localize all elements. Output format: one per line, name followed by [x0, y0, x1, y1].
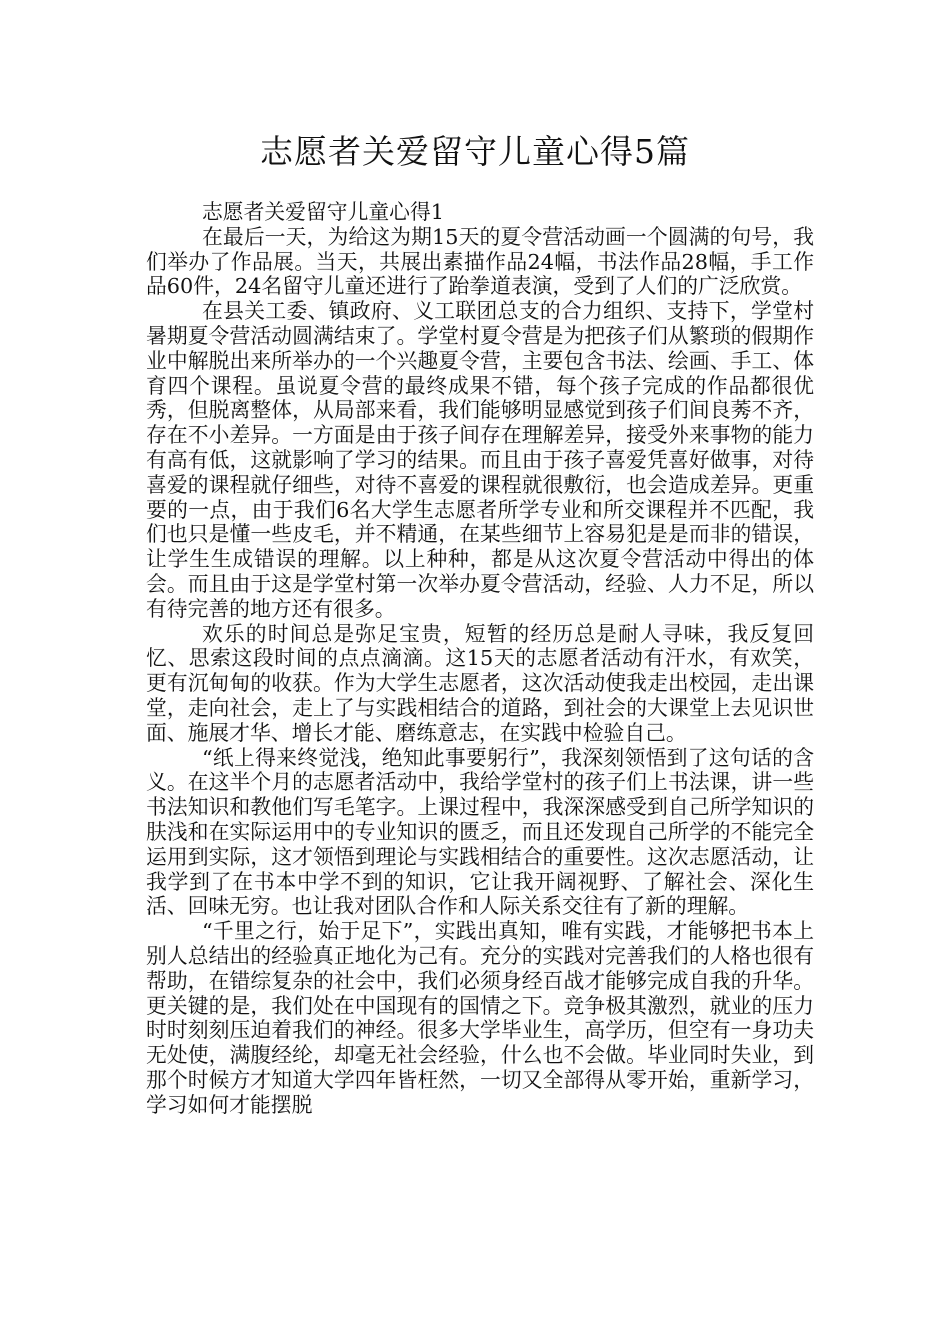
- paragraph: “纸上得来终觉浅，绝知此事要躬行”，我深刻领悟到了这句话的含义。在这半个月的志愿者活动中，我给学堂村的孩子们上书法课，讲一些书法知识和教他们写毛笔字。上课过程中，我深深感受到自己所学知识的肤浅和在实际运用中的专业知识的匮乏，而且还发现自己所学的不能完全运用到实际，这才领悟到理论与实践相结合的重要性。这次志愿活动，让我学到了在书本中学不到的知识，它让我开阔视野、了解社会、深化生活、回味无穷。也让我对团队合作和人际关系交往有了新的理解。: [146, 745, 814, 919]
- paragraph: “千里之行，始于足下”，实践出真知，唯有实践，才能够把书本上别人总结出的经验真正地化为己有。充分的实践对完善我们的人格也很有帮助，在错综复杂的社会中，我们必须身经百战才能够完成自我的升华。更关键的是，我们处在中国现有的国情之下。竞争极其激烈，就业的压力时时刻刻压迫着我们的神经。很多大学毕业生，高学历，但空有一身功夫无处使，满腹经纶，却毫无社会经验，什么也不会做。毕业同时失业，到那个时候方才知道大学四年皆枉然，一切又全部得从零开始，重新学习，学习如何才能摆脱: [146, 919, 814, 1117]
- paragraph: 在县关工委、镇政府、义工联团总支的合力组织、支持下，学堂村暑期夏令营活动圆满结束了。学堂村夏令营是为把孩子们从繁琐的假期作业中解脱出来所举办的一个兴趣夏令营，主要包含书法、绘画、手工、体育四个课程。虽说夏令营的最终成果不错，每个孩子完成的作品都很优秀，但脱离整体，从局部来看，我们能够明显感觉到孩子们间良莠不齐，存在不小差异。一方面是由于孩子间存在理解差异，接受外来事物的能力有高有低，这就影响了学习的结果。而且由于孩子喜爱凭喜好做事，对待喜爱的课程就仔细些，对待不喜爱的课程就很敷衍，也会造成差异。更重要的一点，由于我们6名大学生志愿者所学专业和所交课程并不匹配，我们也只是懂一些皮毛，并不精通，在某些细节上容易犯是是而非的错误，让学生生成错误的理解。以上种种，都是从这次夏令营活动中得出的体会。而且由于这是学堂村第一次举办夏令营活动，经验、人力不足，所以有待完善的地方还有很多。: [146, 299, 814, 621]
- section-heading: 志愿者关爱留守儿童心得1: [202, 200, 444, 224]
- document-body: [146, 200, 814, 1117]
- paragraph: 欢乐的时间总是弥足宝贵，短暂的经历总是耐人寻味，我反复回忆、思索这段时间的点点滴滴。这15天的志愿者活动有汗水，有欢笑，更有沉甸甸的收获。作为大学生志愿者，这次活动使我走出校园，走出课堂，走向社会，走上了与实践相结合的道路，到社会的大课堂上去见识世面、施展才华、增长才能、磨练意志，在实践中检验自己。: [146, 621, 814, 745]
- document-title: 志愿者关爱留守儿童心得5篇: [260, 132, 690, 171]
- paragraph: 在最后一天，为给这为期15天的夏令营活动画一个圆满的句号，我们举办了作品展。当天，共展出素描作品24幅，书法作品28幅，手工作品60件，24名留守儿童还进行了跆拳道表演，受到了人们的广泛欣赏。: [146, 224, 814, 299]
